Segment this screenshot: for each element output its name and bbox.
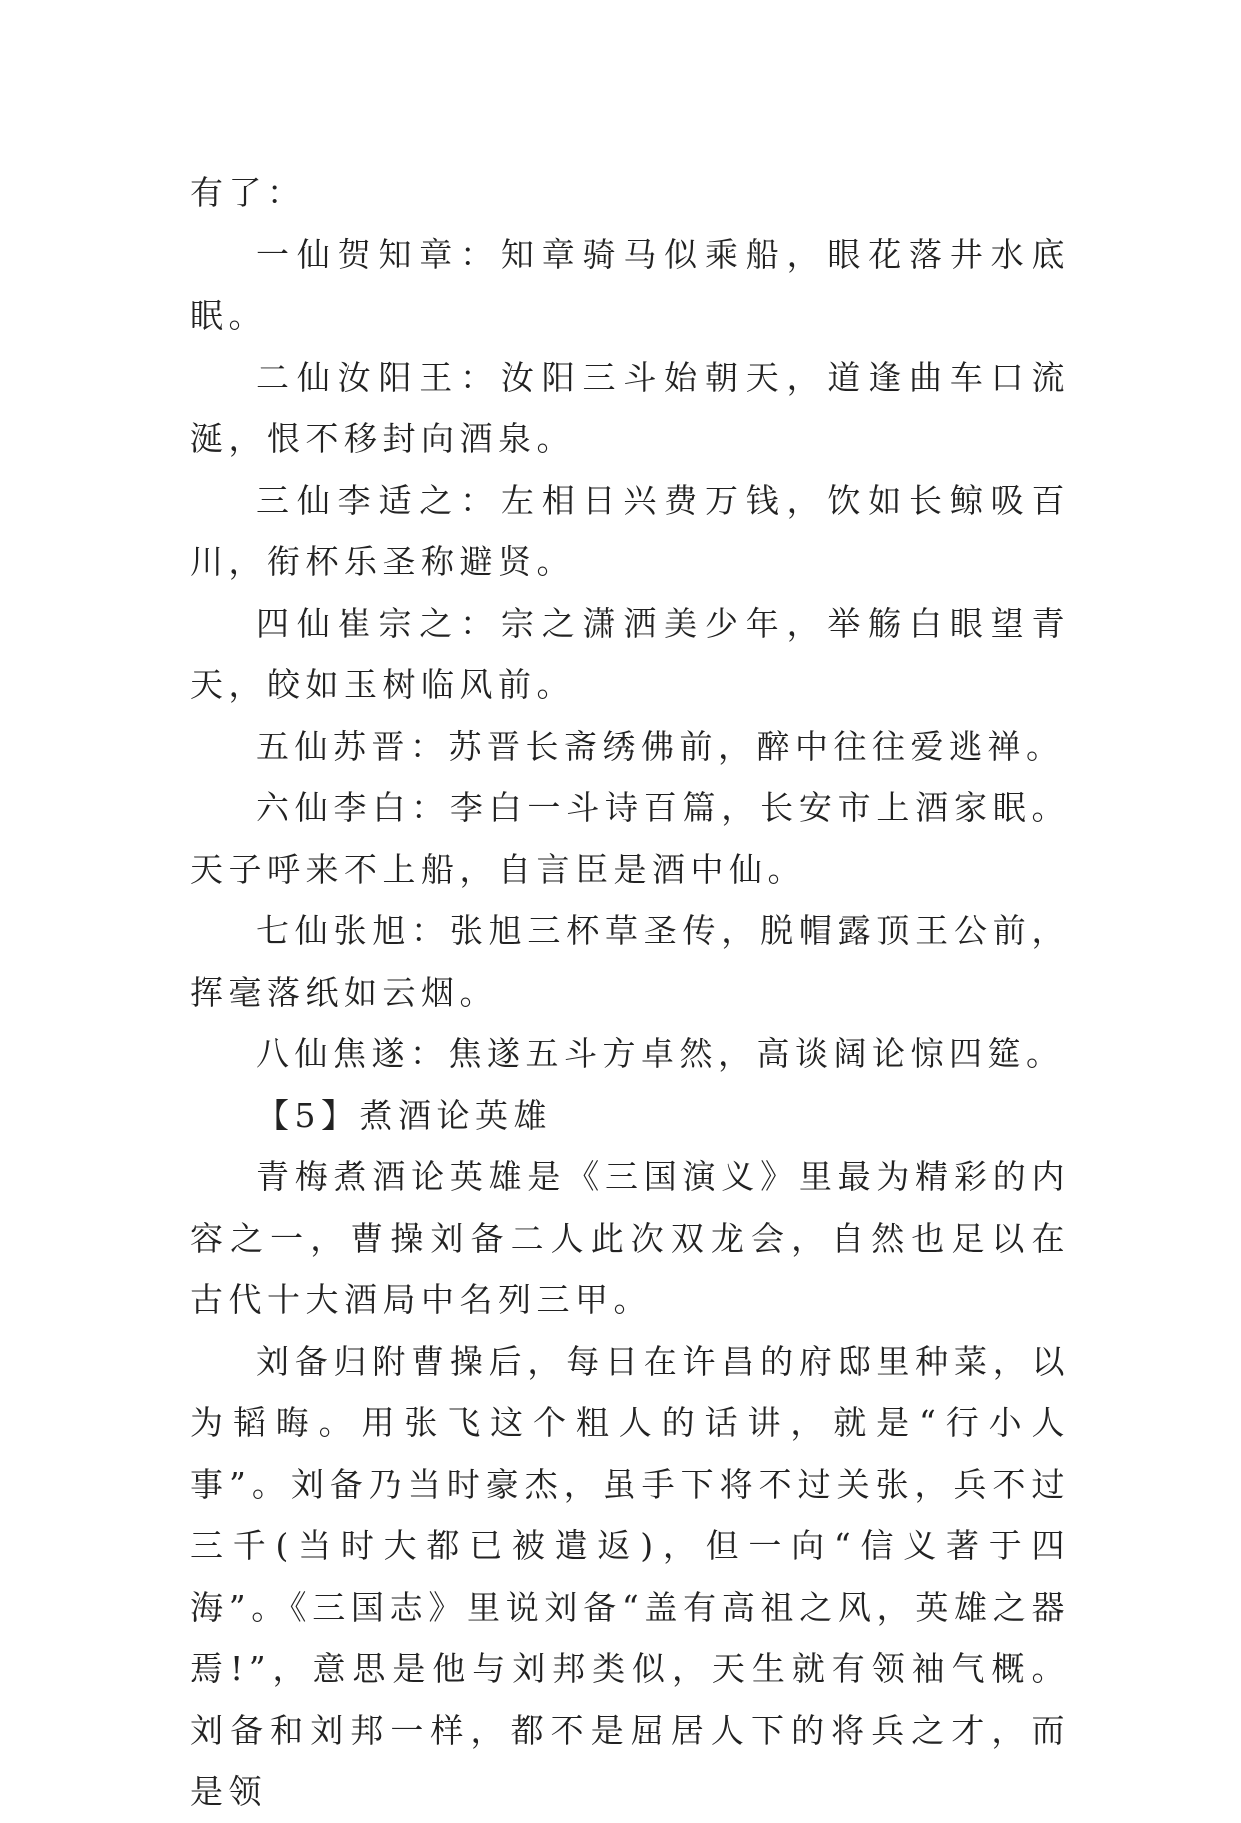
section-heading: 【5】煮酒论英雄 — [256, 1095, 552, 1135]
paragraph-immortal-3: 三仙李适之：左相日兴费万钱，饮如长鲸吸百川，衔杯乐圣称避贤。 — [190, 480, 1070, 581]
paragraph-immortal-8: 八仙焦遂：焦遂五斗方卓然，高谈阔论惊四筵。 — [256, 1034, 1065, 1073]
paragraph-immortal-4: 四仙崔宗之：宗之潇洒美少年，举觞白眼望青天，皎如玉树临风前。 — [190, 603, 1070, 704]
paragraph-intro: 青梅煮酒论英雄是《三国演义》里最为精彩的内容之一，曹操刘备二人此次双龙会，自然也足以在古代十大酒局中名列三甲。 — [190, 1157, 1070, 1319]
paragraph-immortal-7: 七仙张旭：张旭三杯草圣传，脱帽露顶王公前，挥毫落纸如云烟。 — [190, 911, 1070, 1012]
body-text — [190, 162, 1070, 1823]
paragraph-body: 刘备归附曹操后，每日在许昌的府邸里种菜，以为韬晦。用张飞这个粗人的话讲，就是“行小人事”。刘备乃当时豪杰，虽手下将不过关张，兵不过三千(当时大都已被遣返)，但一向“信义著于四海”。《三国志》里说刘备“盖有高祖之风，英雄之器焉!”，意思是他与刘邦类似，天生就有领袖气概。刘备和刘邦一样，都不是屈居人下的将兵之才，而是领 — [190, 1341, 1070, 1811]
paragraph-immortal-1: 一仙贺知章：知章骑马似乘船，眼花落井水底眠。 — [190, 234, 1070, 335]
paragraph-continuation: 有了： — [190, 173, 306, 212]
paragraph-immortal-2: 二仙汝阳王：汝阳三斗始朝天，道逢曲车口流涎，恨不移封向酒泉。 — [190, 357, 1070, 458]
paragraph-immortal-6: 六仙李白：李白一斗诗百篇，长安市上酒家眠。天子呼来不上船，自言臣是酒中仙。 — [190, 788, 1070, 889]
paragraph-immortal-5: 五仙苏晋：苏晋长斋绣佛前，醉中往往爱逃禅。 — [256, 726, 1065, 766]
